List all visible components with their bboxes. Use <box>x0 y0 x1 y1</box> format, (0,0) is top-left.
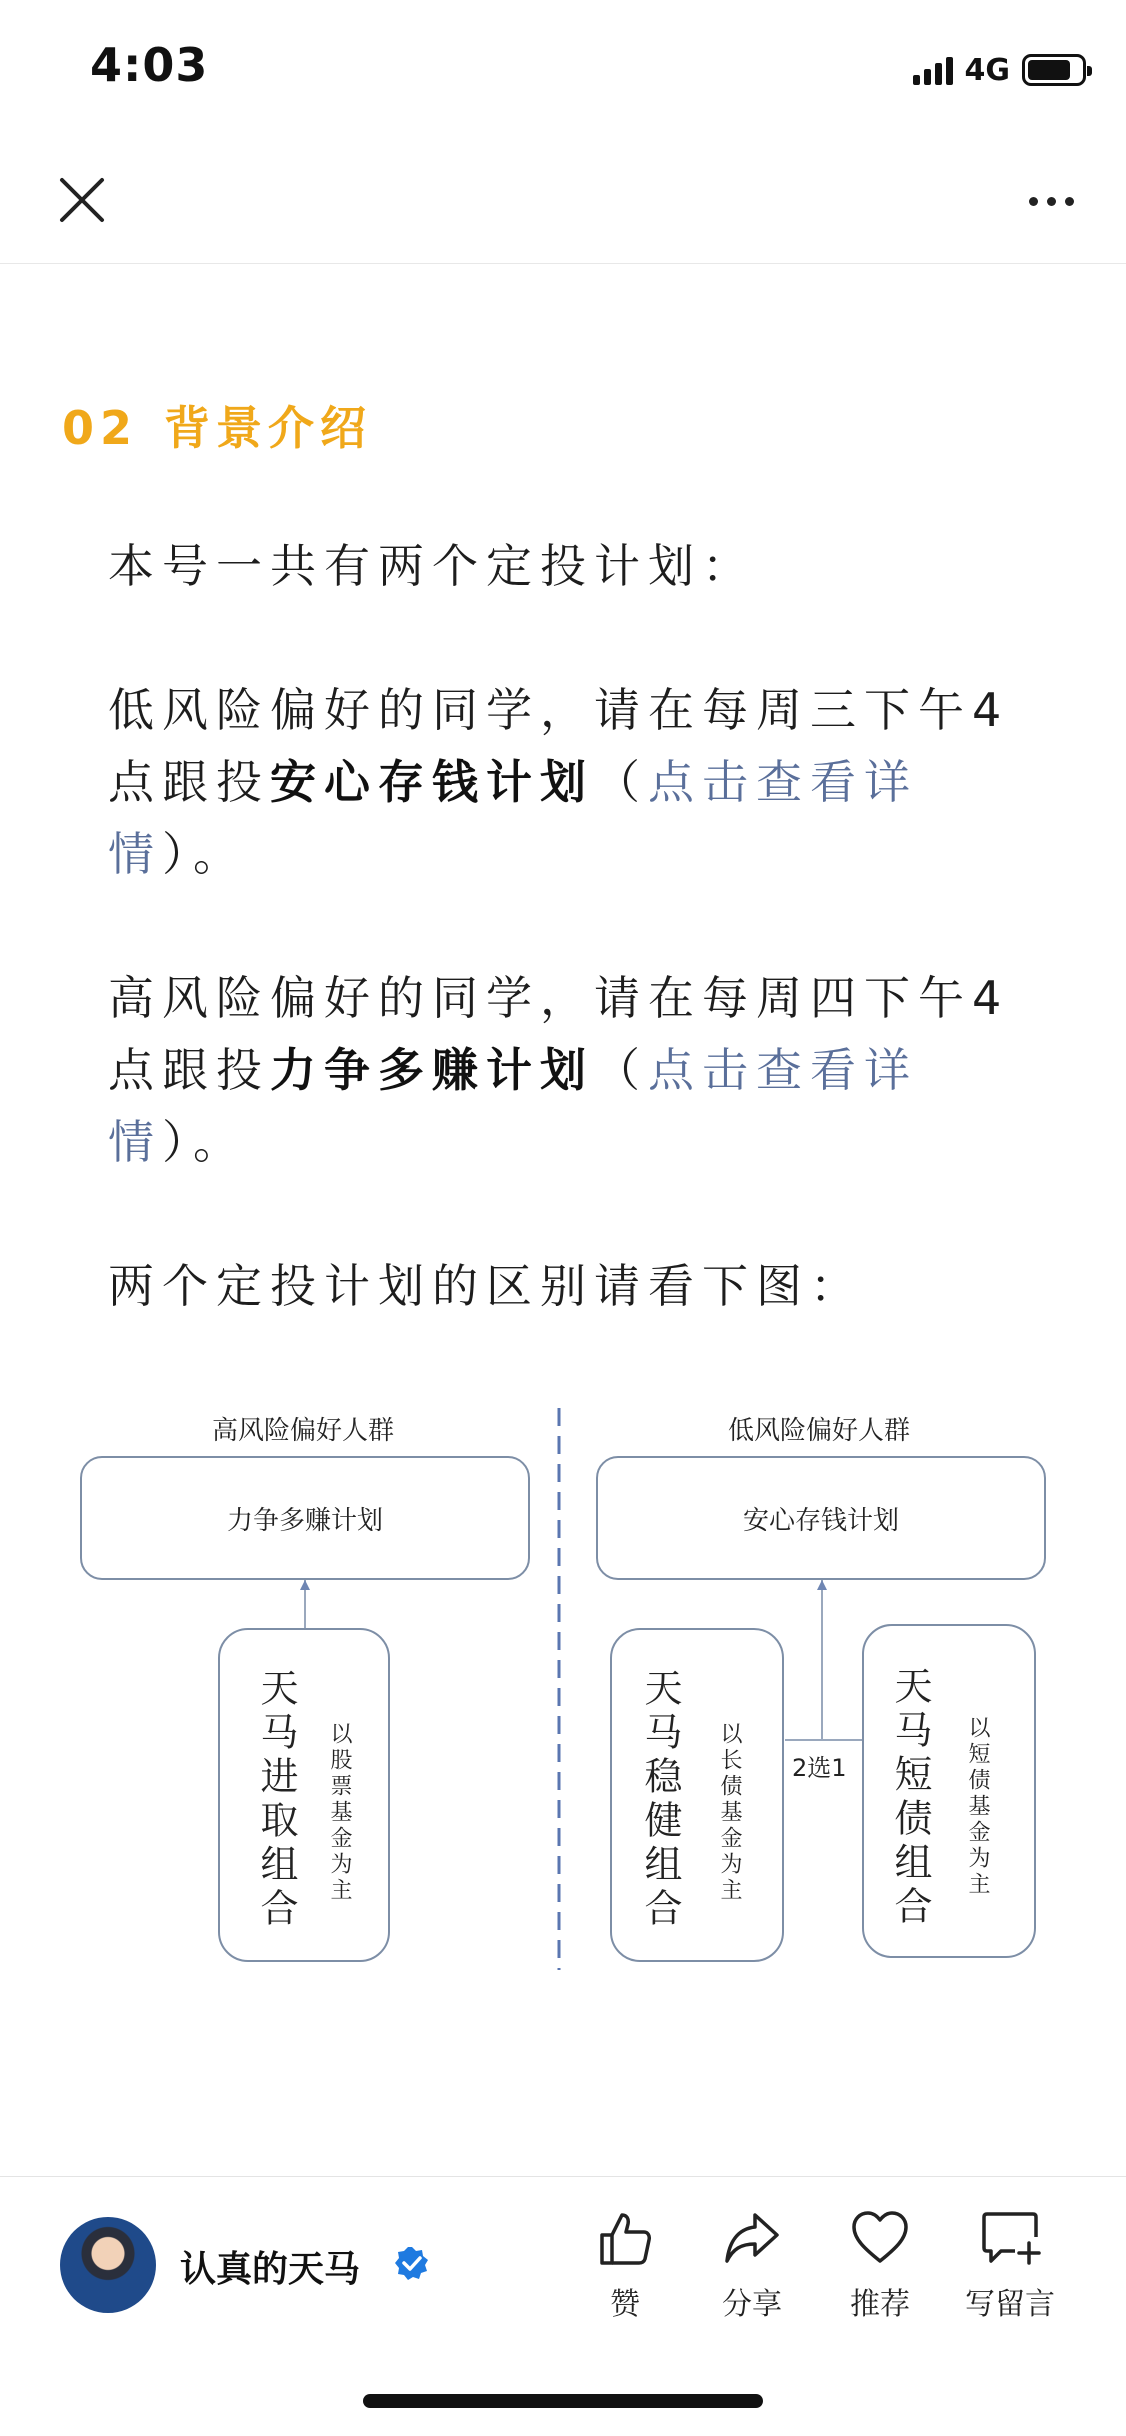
avatar[interactable] <box>60 2217 156 2313</box>
status-time: 4:03 <box>90 38 209 92</box>
left-group-label: 高风险偏好人群 <box>212 1416 395 1446</box>
fund-box-aggressive <box>218 1628 390 1962</box>
battery-level <box>1028 60 1070 80</box>
close-icon <box>50 168 114 232</box>
right-arrow-head <box>817 1580 827 1590</box>
like-button[interactable] <box>575 2207 675 2337</box>
heart-icon <box>849 2207 911 2269</box>
fund-description: 以股票基金为主 <box>327 1722 352 1904</box>
thumbs-up-icon <box>594 2207 656 2269</box>
fund-box-short-bond <box>862 1624 1036 1958</box>
section-heading <box>62 392 372 458</box>
write-comment-label: 写留言 <box>965 2287 1055 2322</box>
intro-paragraph: 本号一共有两个定投计划： <box>108 539 756 593</box>
low-risk-paragraph: 低风险偏好的同学，请在每周三下午4点跟投安心存钱计划（点击查看详情）。 <box>108 683 1010 881</box>
plans-diagram <box>70 1400 1060 1970</box>
fund-name: 天马进取组合 <box>254 1668 298 1932</box>
status-indicators <box>913 52 1087 88</box>
right-group-label: 低风险偏好人群 <box>728 1416 911 1446</box>
high-risk-paragraph: 高风险偏好的同学，请在每周四下午4点跟投力争多赚计划（点击查看详情）。 <box>108 971 1010 1169</box>
share-label: 分享 <box>722 2287 782 2322</box>
battery-icon <box>1022 54 1086 86</box>
low-risk-details-link[interactable]: 点击查看详情 <box>108 755 918 881</box>
like-label: 赞 <box>610 2287 640 2322</box>
network-type: 4G <box>964 52 1010 88</box>
status-bar <box>0 0 1126 130</box>
section-title: 背景介绍 <box>164 401 373 455</box>
high-risk-plan-box: 力争多赚计划 <box>80 1456 530 1580</box>
recommend-button[interactable] <box>830 2207 930 2337</box>
fund-description: 以长债基金为主 <box>717 1722 742 1904</box>
low-risk-plan-name: 安心存钱计划 <box>270 755 594 809</box>
close-button[interactable] <box>50 168 114 232</box>
left-arrow-head <box>300 1580 310 1590</box>
fund-name: 天马稳健组合 <box>638 1668 682 1932</box>
diagram-caption: 两个定投计划的区别请看下图： <box>108 1259 864 1313</box>
share-icon <box>721 2207 783 2269</box>
home-indicator[interactable] <box>363 2394 763 2408</box>
more-horizontal-icon <box>1029 197 1038 206</box>
choice-label: 2选1 <box>792 1754 847 1782</box>
author-name[interactable]: 认真的天马 <box>180 2249 361 2290</box>
fund-description: 以短债基金为主 <box>965 1716 990 1898</box>
low-risk-plan-box: 安心存钱计划 <box>596 1456 1046 1580</box>
verified-badge-icon <box>394 2245 430 2281</box>
recommend-label: 推荐 <box>850 2287 910 2322</box>
fund-name: 天马短债组合 <box>888 1666 932 1930</box>
more-button[interactable] <box>1016 174 1086 228</box>
comment-add-icon <box>979 2207 1041 2269</box>
share-button[interactable] <box>702 2207 802 2337</box>
section-number: 02 <box>62 401 139 455</box>
fund-box-stable <box>610 1628 784 1962</box>
high-risk-plan-name: 力争多赚计划 <box>270 1043 594 1097</box>
nav-bar <box>0 140 1126 264</box>
signal-icon <box>913 55 953 85</box>
high-risk-details-link[interactable]: 点击查看详情 <box>108 1043 918 1169</box>
write-comment-button[interactable] <box>958 2207 1062 2337</box>
